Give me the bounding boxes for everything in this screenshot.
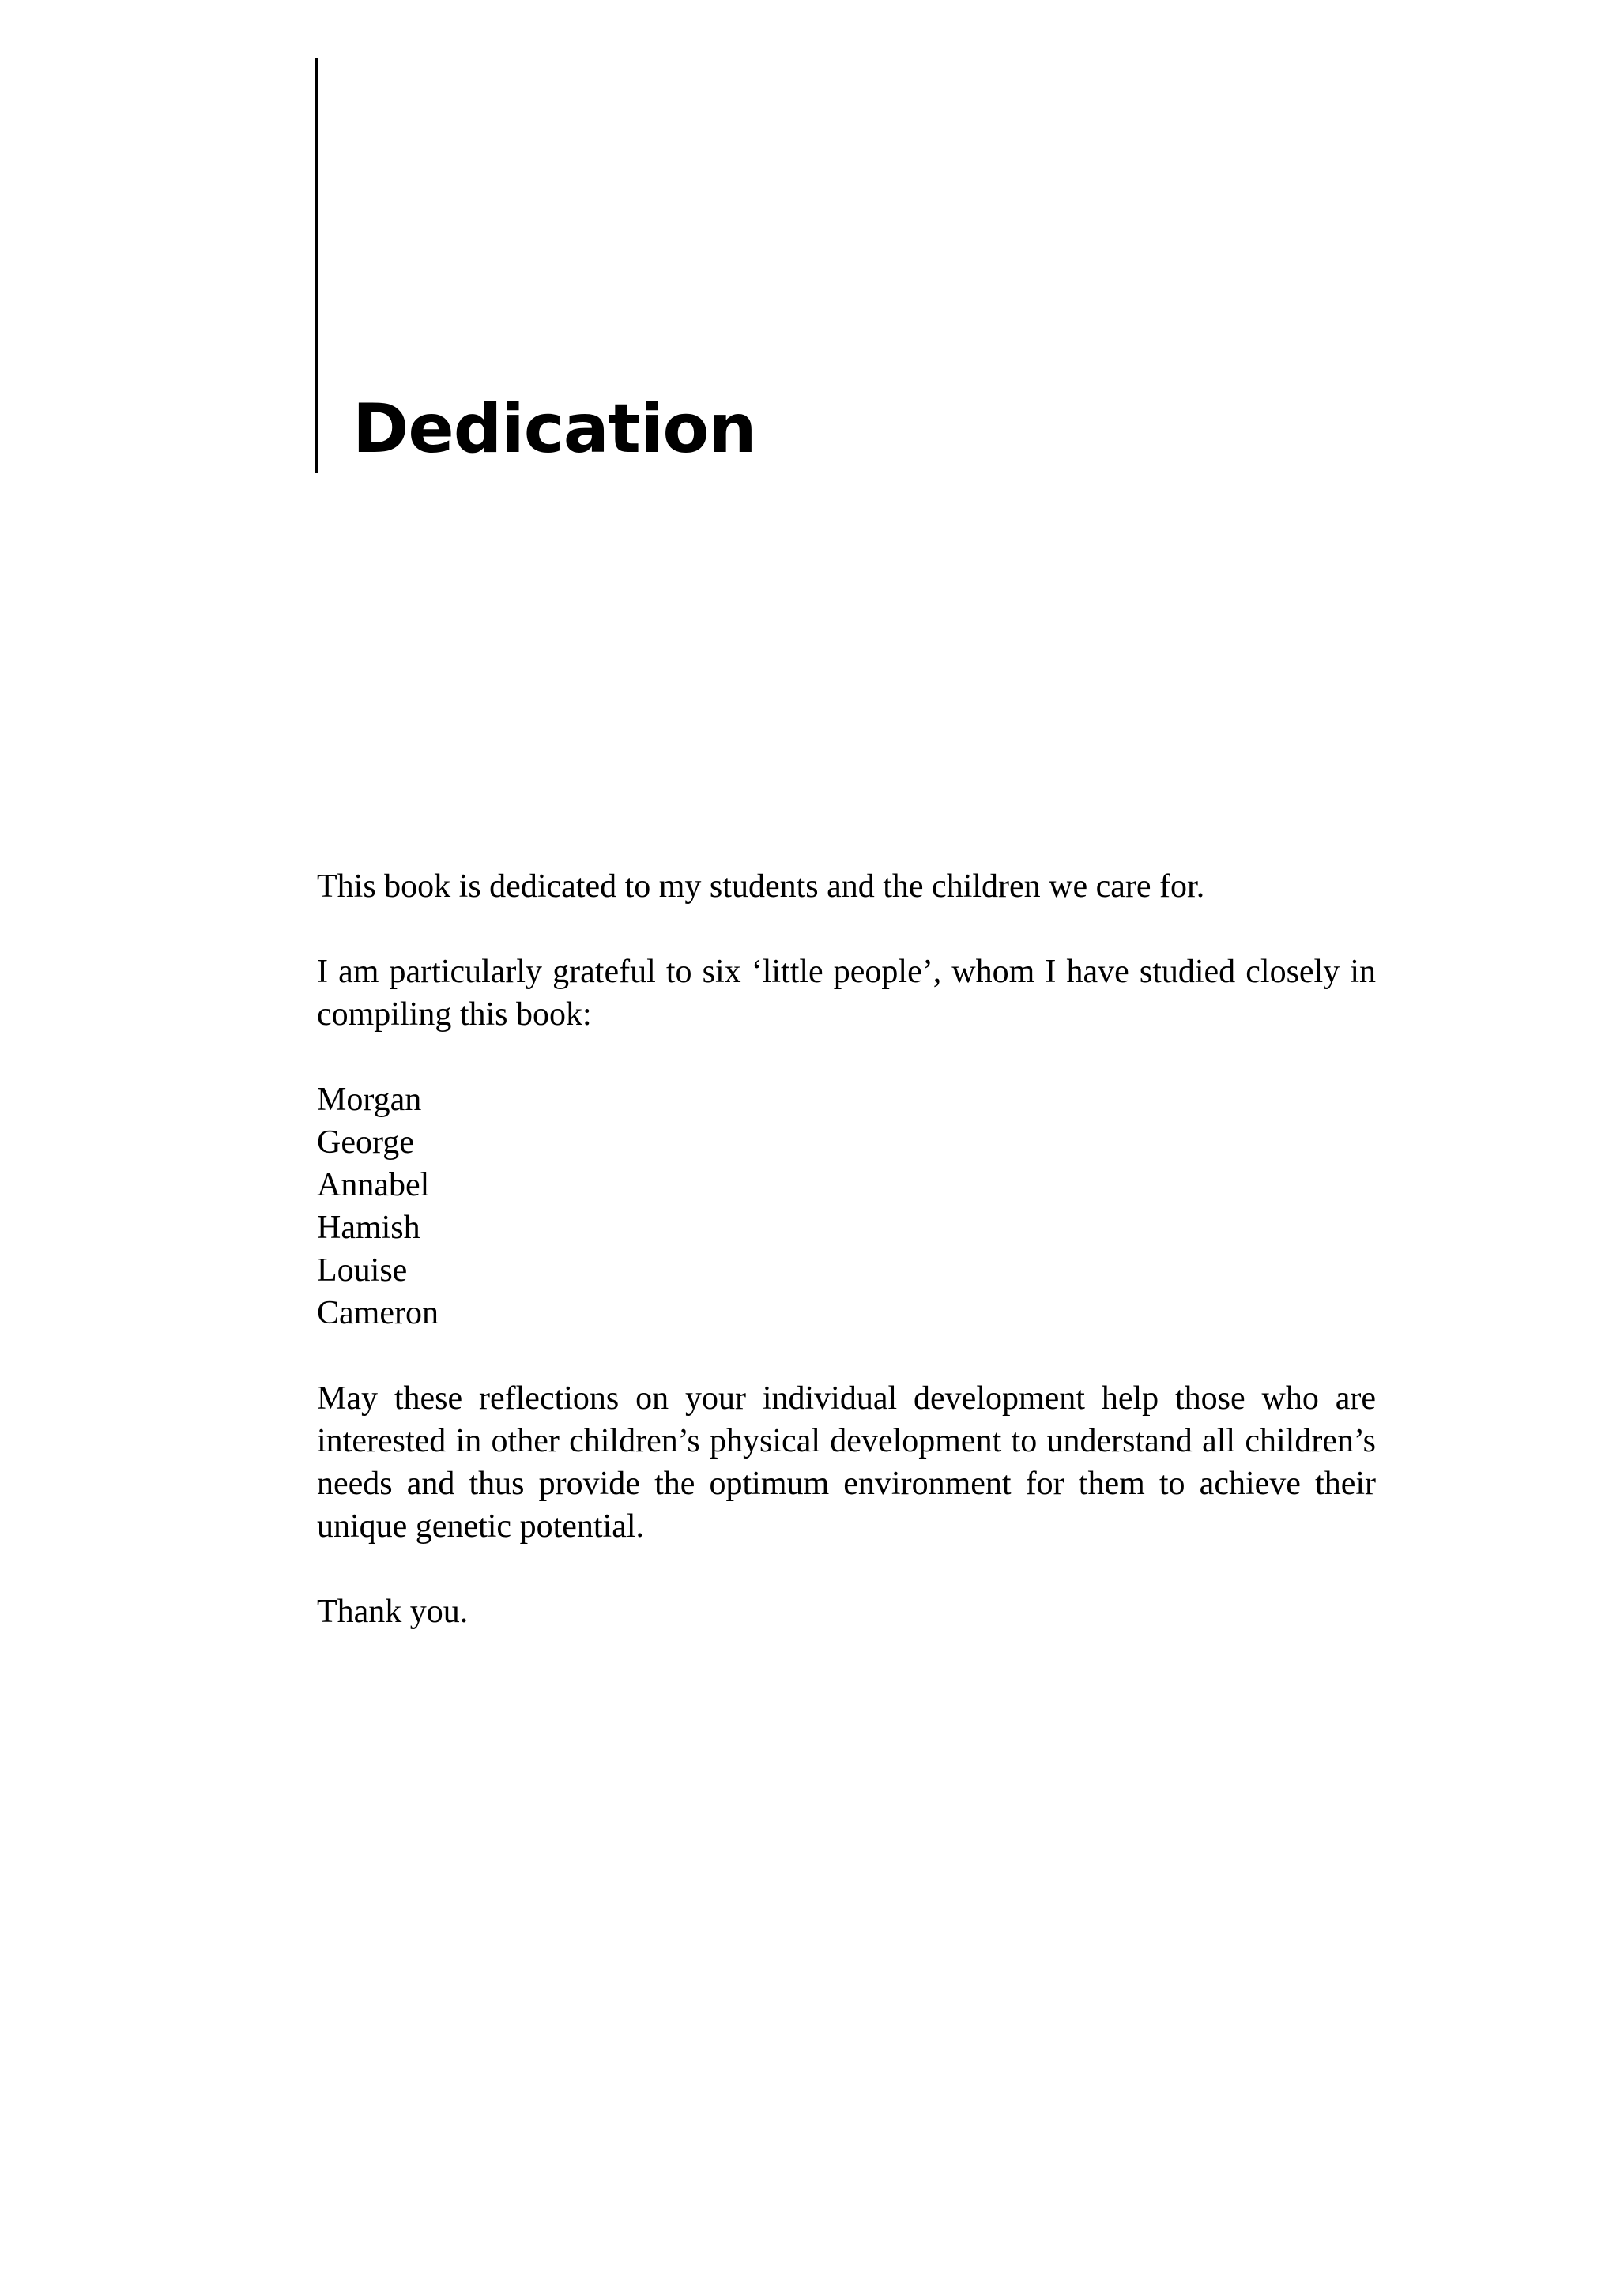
list-item: Morgan: [317, 1082, 422, 1118]
intro-paragraph: This book is dedicated to my students and the children we care for.: [317, 868, 1205, 905]
gratitude-paragraph: I am particularly grateful to six ‘little people’, whom I have studied closely in compiling this book:: [317, 954, 1376, 1033]
list-item: Cameron: [317, 1295, 439, 1331]
chapter-vertical-rule: [315, 58, 318, 473]
dedication-body: [317, 865, 1376, 1676]
list-item: George: [317, 1124, 414, 1161]
list-item: Annabel: [317, 1167, 430, 1203]
page-title: Dedication: [352, 390, 756, 469]
list-item: Louise: [317, 1252, 408, 1289]
list-item: Hamish: [317, 1210, 420, 1246]
names-list: [317, 1078, 1376, 1334]
reflection-paragraph: May these reflections on your individual development help those who are interested in other children’s physical development to understand all children’s needs and thus provide the optimum environment for them to achieve their unique genetic potential.: [317, 1380, 1376, 1545]
closing-line: Thank you.: [317, 1594, 469, 1630]
